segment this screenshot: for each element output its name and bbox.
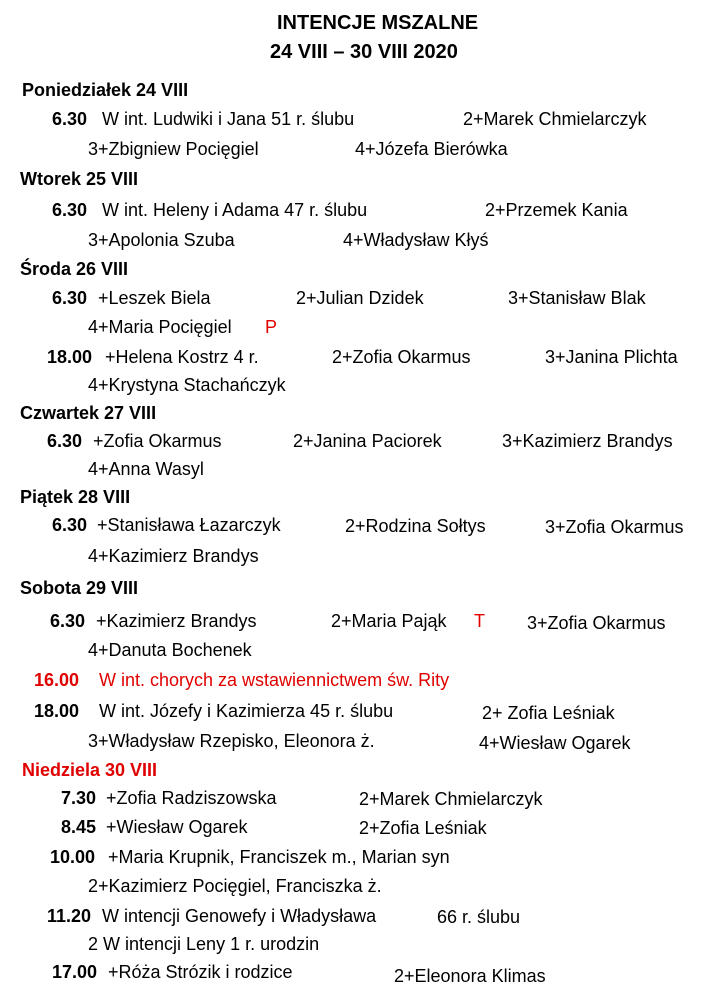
intention: 2+Eleonora Klimas <box>394 966 546 986</box>
intention: 2+Marek Chmielarczyk <box>463 109 647 129</box>
intention: 2+ Zofia Leśniak <box>482 703 615 723</box>
intention: 3+Apolonia Szuba <box>88 230 235 250</box>
intention: 4+Wiesław Ogarek <box>479 733 631 753</box>
intention: 2+Janina Paciorek <box>293 431 442 451</box>
day-wednesday: Środa 26 VIII <box>20 259 129 279</box>
day-thursday: Czwartek 27 VIII <box>20 403 157 423</box>
mass-time: 18.00 <box>34 701 80 721</box>
intention: +Róża Strózik i rodzice <box>108 962 293 982</box>
intention: W intencji Genowefy i Władysława <box>102 906 377 926</box>
intention: +Helena Kostrz 4 r. <box>105 347 259 367</box>
mass-time: 11.20 <box>47 906 92 926</box>
intention: 4+Krystyna Stachańczyk <box>88 375 286 395</box>
intention: 3+Kazimierz Brandys <box>502 431 673 451</box>
intention: +Leszek Biela <box>98 288 211 308</box>
intention: +Maria Krupnik, Franciszek m., Marian syn <box>108 847 450 867</box>
mass-time: 6.30 <box>50 611 86 631</box>
mass-time: 6.30 <box>47 431 83 451</box>
intention: +Zofia Okarmus <box>93 431 222 451</box>
intention: 2+Przemek Kania <box>485 200 628 220</box>
day-saturday: Sobota 29 VIII <box>20 578 139 598</box>
intention: W int. chorych za wstawiennictwem św. Rity <box>99 670 450 690</box>
day-tuesday: Wtorek 25 VIII <box>20 169 139 189</box>
mass-time: 17.00 <box>52 962 98 982</box>
intention: 2+Zofia Okarmus <box>332 347 471 367</box>
intention: 2+Maria Pająk <box>331 611 447 631</box>
intention: 2+Zofia Leśniak <box>359 818 487 838</box>
intention: 3+Władysław Rzepisko, Eleonora ż. <box>88 731 375 751</box>
intention: 2+Marek Chmielarczyk <box>359 789 543 809</box>
intention: 3+Stanisław Blak <box>508 288 646 308</box>
date-range: 24 VIII – 30 VIII 2020 <box>270 41 458 63</box>
mass-time: 6.30 <box>52 288 88 308</box>
intention: 3+Zofia Okarmus <box>527 613 666 633</box>
intention: +Wiesław Ogarek <box>106 817 248 837</box>
mass-time: 7.30 <box>61 788 97 808</box>
intention: 3+Zbigniew Pocięgiel <box>88 139 259 159</box>
mass-time: 8.45 <box>61 817 97 837</box>
intention: +Kazimierz Brandys <box>96 611 257 631</box>
intention: 4+Józefa Bierówka <box>355 139 508 159</box>
marker-t: T <box>474 611 485 631</box>
intention: 66 r. ślubu <box>437 907 521 927</box>
day-monday: Poniedziałek 24 VIII <box>22 80 189 100</box>
intention: W int. Heleny i Adama 47 r. ślubu <box>102 200 368 220</box>
mass-time: 16.00 <box>34 670 80 690</box>
day-friday: Piątek 28 VIII <box>20 487 131 507</box>
intention: 4+Kazimierz Brandys <box>88 546 259 566</box>
intention: 4+Maria Pocięgiel <box>88 317 232 337</box>
intention: 3+Zofia Okarmus <box>545 517 684 537</box>
intention: W int. Ludwiki i Jana 51 r. ślubu <box>102 109 355 129</box>
document-title: INTENCJE MSZALNE <box>277 12 479 34</box>
marker-p: P <box>265 317 278 337</box>
intention: 2 W intencji Leny 1 r. urodzin <box>88 934 320 954</box>
mass-time: 6.30 <box>52 515 88 535</box>
mass-time: 6.30 <box>52 200 88 220</box>
day-sunday: Niedziela 30 VIII <box>22 760 158 780</box>
intention: +Stanisława Łazarczyk <box>97 515 281 535</box>
intention: 3+Janina Plichta <box>545 347 678 367</box>
intention: 4+Danuta Bochenek <box>88 640 252 660</box>
intention: 2+Rodzina Sołtys <box>345 516 486 536</box>
mass-time: 18.00 <box>47 347 93 367</box>
intention: 4+Anna Wasyl <box>88 459 204 479</box>
intention: 4+Władysław Kłyś <box>343 230 489 250</box>
mass-time: 6.30 <box>52 109 88 129</box>
intention: 2+Julian Dzidek <box>296 288 424 308</box>
intention: +Zofia Radziszowska <box>106 788 277 808</box>
intention: 2+Kazimierz Pocięgiel, Franciszka ż. <box>88 876 382 896</box>
mass-time: 10.00 <box>50 847 96 867</box>
intention: W int. Józefy i Kazimierza 45 r. ślubu <box>99 701 394 721</box>
